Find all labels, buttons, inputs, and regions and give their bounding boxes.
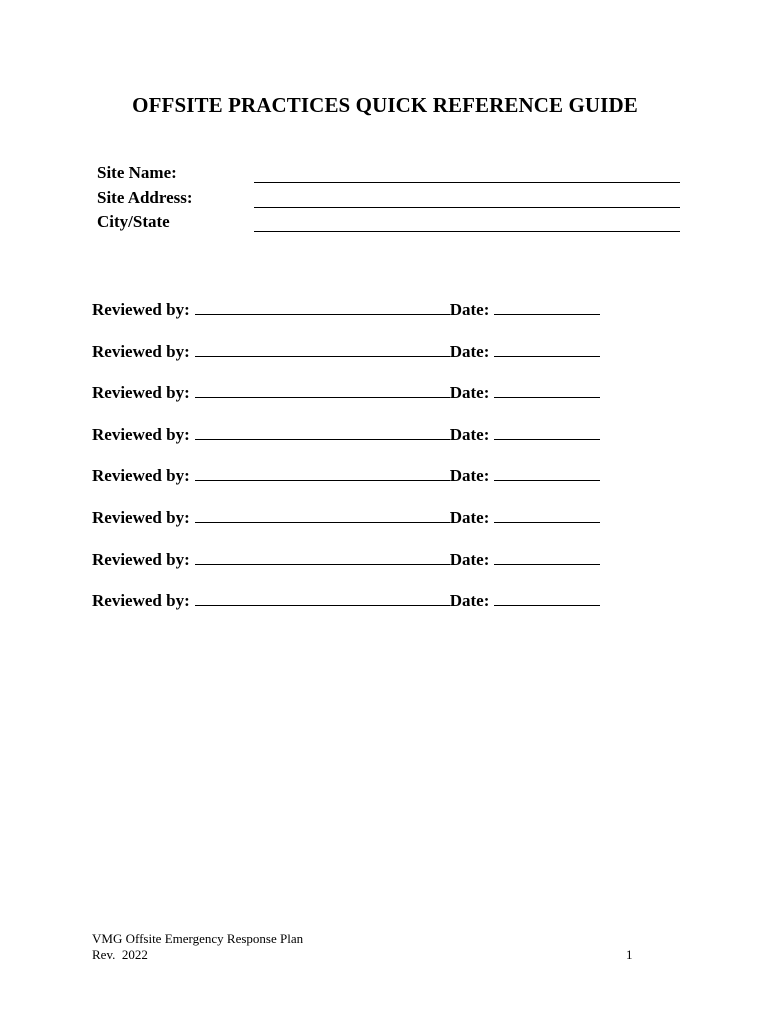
date-label: Date: bbox=[449, 507, 490, 527]
reviewer-name-blank[interactable] bbox=[195, 550, 450, 565]
reviewed-by-label: Reviewed by: bbox=[92, 341, 190, 361]
footer-plan-name: VMG Offsite Emergency Response Plan bbox=[92, 931, 304, 946]
reviewer-name-blank[interactable] bbox=[195, 591, 450, 606]
review-row bbox=[92, 466, 600, 508]
review-date-blank[interactable] bbox=[494, 383, 600, 398]
date-label: Date: bbox=[449, 591, 490, 611]
review-row bbox=[92, 508, 600, 550]
date-label: Date: bbox=[449, 549, 490, 569]
date-label: Date: bbox=[449, 341, 490, 361]
reviewed-by-label: Reviewed by: bbox=[92, 466, 190, 486]
site-address-blank[interactable] bbox=[254, 207, 680, 208]
review-row bbox=[92, 300, 600, 342]
review-date-blank[interactable] bbox=[494, 466, 600, 481]
reviewed-by-label: Reviewed by: bbox=[92, 549, 190, 569]
review-row bbox=[92, 591, 600, 633]
review-date-blank[interactable] bbox=[494, 425, 600, 440]
site-info-block bbox=[97, 163, 687, 237]
reviewer-name-blank[interactable] bbox=[195, 425, 450, 440]
site-name-blank[interactable] bbox=[254, 182, 680, 183]
review-date-blank[interactable] bbox=[494, 342, 600, 357]
review-list bbox=[92, 300, 600, 633]
footer bbox=[92, 931, 303, 963]
site-address-label: Site Address: bbox=[97, 187, 193, 207]
footer-revision: Rev. 2022 bbox=[92, 947, 148, 962]
review-row bbox=[92, 550, 600, 592]
page-title: OFFSITE PRACTICES QUICK REFERENCE GUIDE bbox=[132, 93, 638, 117]
review-row bbox=[92, 383, 600, 425]
review-date-blank[interactable] bbox=[494, 591, 600, 606]
review-row bbox=[92, 425, 600, 467]
date-label: Date: bbox=[449, 466, 490, 486]
reviewed-by-label: Reviewed by: bbox=[92, 300, 190, 319]
site-name-row bbox=[97, 163, 687, 188]
site-name-label: Site Name: bbox=[97, 163, 177, 182]
reviewer-name-blank[interactable] bbox=[195, 300, 450, 315]
date-label: Date: bbox=[449, 383, 490, 403]
review-date-blank[interactable] bbox=[494, 300, 600, 315]
review-row bbox=[92, 342, 600, 384]
reviewer-name-blank[interactable] bbox=[195, 508, 450, 523]
city-state-row bbox=[97, 212, 687, 237]
date-label: Date: bbox=[449, 424, 490, 444]
reviewer-name-blank[interactable] bbox=[195, 342, 450, 357]
reviewed-by-label: Reviewed by: bbox=[92, 507, 190, 527]
city-state-label: City/State bbox=[97, 212, 170, 231]
reviewed-by-label: Reviewed by: bbox=[92, 591, 190, 611]
reviewer-name-blank[interactable] bbox=[195, 466, 450, 481]
reviewed-by-label: Reviewed by: bbox=[92, 424, 190, 444]
date-label: Date: bbox=[449, 300, 490, 319]
city-state-blank[interactable] bbox=[254, 231, 680, 232]
page-number: 1 bbox=[626, 947, 633, 962]
reviewer-name-blank[interactable] bbox=[195, 383, 450, 398]
site-address-row bbox=[97, 188, 687, 213]
review-date-blank[interactable] bbox=[494, 508, 600, 523]
reviewed-by-label: Reviewed by: bbox=[92, 383, 190, 403]
review-date-blank[interactable] bbox=[494, 550, 600, 565]
